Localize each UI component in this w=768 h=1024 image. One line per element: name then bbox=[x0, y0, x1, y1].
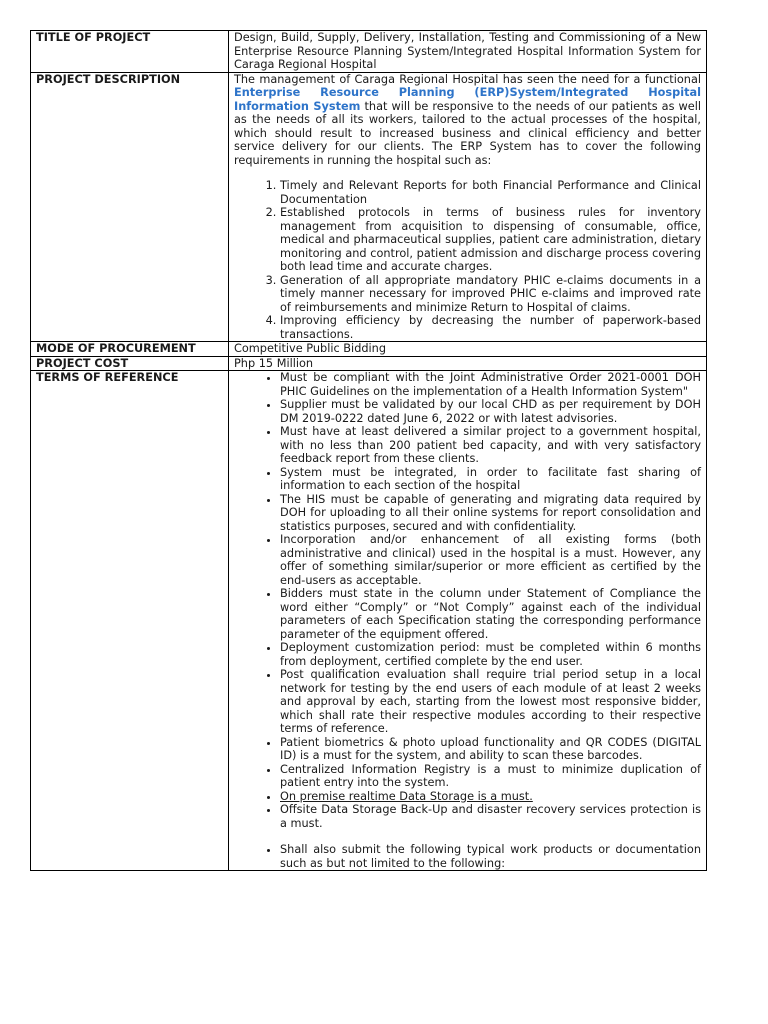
list-item: • Centralized Information Registry is a must to minimize duplication of patient entry into the system. bbox=[280, 763, 701, 790]
underlined-text: On premise realtime Data Storage is a must. bbox=[280, 789, 533, 803]
row-description bbox=[31, 72, 707, 342]
list-item: • Shall also submit the following typical work products or documentation such as but not limited to the following: bbox=[280, 843, 701, 870]
row-mode bbox=[31, 342, 707, 357]
list-item: 3. Generation of all appropriate mandatory PHIC e-claims documents in a timely manner necessary for improved PHIC e-claims and improved rate of reimbursements and minimize Return to Hospital of claims. bbox=[280, 274, 701, 315]
label-mode: MODE OF PROCUREMENT bbox=[31, 342, 229, 357]
list-item: 1. Timely and Relevant Reports for both Financial Performance and Clinical Documentation bbox=[280, 179, 701, 206]
description-intro bbox=[234, 73, 701, 168]
intro-text-1: The management of Caraga Regional Hospital has seen the need for a functional bbox=[234, 72, 701, 86]
value-description bbox=[229, 72, 707, 342]
row-cost bbox=[31, 356, 707, 371]
terms-list bbox=[234, 371, 701, 870]
list-item: • Offsite Data Storage Back-Up and disaster recovery services protection is a must. bbox=[280, 803, 701, 830]
project-table bbox=[30, 30, 707, 871]
list-item: • Deployment customization period: must be completed within 6 months from deployment, certified complete by the end user. bbox=[280, 641, 701, 668]
row-title bbox=[31, 31, 707, 73]
value-terms bbox=[229, 371, 707, 871]
list-item: 4. Improving efficiency by decreasing the number of paperwork-based transactions. bbox=[280, 314, 701, 341]
intro-highlight: Enterprise Resource Planning (ERP)System/Integrated Hospital Information System bbox=[234, 86, 701, 113]
list-item bbox=[280, 790, 701, 804]
list-item: • Post qualification evaluation shall require trial period setup in a local network for testing by the end users of each module of at least 2 weeks and approval by each, starting from the lowest most responsive bidder, which shall rate their respective modules according to their respective terms of reference. bbox=[280, 668, 701, 736]
label-description: PROJECT DESCRIPTION bbox=[31, 72, 229, 342]
value-cost: Php 15 Million bbox=[229, 356, 707, 371]
label-title: TITLE OF PROJECT bbox=[31, 31, 229, 73]
label-terms: TERMS OF REFERENCE bbox=[31, 371, 229, 871]
list-item: • Incorporation and/or enhancement of all existing forms (both administrative and clinical) used in the hospital is a must. However, any offer of something similar/superior or more efficient as certified by the end-users as acceptable. bbox=[280, 533, 701, 587]
list-item: • Must have at least delivered a similar project to a government hospital, with no less than 200 patient bed capacity, and with very satisfactory feedback report from these clients. bbox=[280, 425, 701, 466]
value-mode: Competitive Public Bidding bbox=[229, 342, 707, 357]
requirements-list bbox=[234, 179, 701, 341]
list-item: • Bidders must state in the column under Statement of Compliance the word either “Comply” or “Not Comply” against each of the individual parameters of each Specification stating the corresponding performance parameter of the equipment offered. bbox=[280, 587, 701, 641]
list-item: • Patient biometrics & photo upload functionality and QR CODES (DIGITAL ID) is a must for the system, and ability to scan these barcodes. bbox=[280, 736, 701, 763]
value-title: Design, Build, Supply, Delivery, Installation, Testing and Commissioning of a New Enterprise Resource Planning System/Integrated Hospital Information System for Caraga Regional Hospital bbox=[229, 31, 707, 73]
label-cost: PROJECT COST bbox=[31, 356, 229, 371]
list-item: • Supplier must be validated by our local CHD as per requirement by DOH DM 2019-0222 dated June 6, 2022 or with latest advisories. bbox=[280, 398, 701, 425]
list-item: • The HIS must be capable of generating and migrating data required by DOH for uploading to all their online systems for report consolidation and statistics purposes, secured and with confidentiality. bbox=[280, 493, 701, 534]
list-item: • System must be integrated, in order to facilitate fast sharing of information to each section of the hospital bbox=[280, 466, 701, 493]
list-item: • Must be compliant with the Joint Administrative Order 2021-0001 DOH PHIC Guidelines on the implementation of a Health Information System" bbox=[280, 371, 701, 398]
list-item: 2. Established protocols in terms of business rules for inventory management from acquisition to dispensing of consumable, office, medical and pharmaceutical supplies, patient care administration, dietary monitoring and control, patient admission and discharge process covering both lead time and accurate charges. bbox=[280, 206, 701, 274]
row-terms bbox=[31, 371, 707, 871]
intro-text-2: that will be responsive to the needs of our patients as well as the needs of all its workers, tailored to the actual processes of the hospital, which should result to increased business and clinical efficiency and better service delivery for our clients. The ERP System has to cover the following requirements in running the hospital such as: bbox=[234, 99, 701, 167]
